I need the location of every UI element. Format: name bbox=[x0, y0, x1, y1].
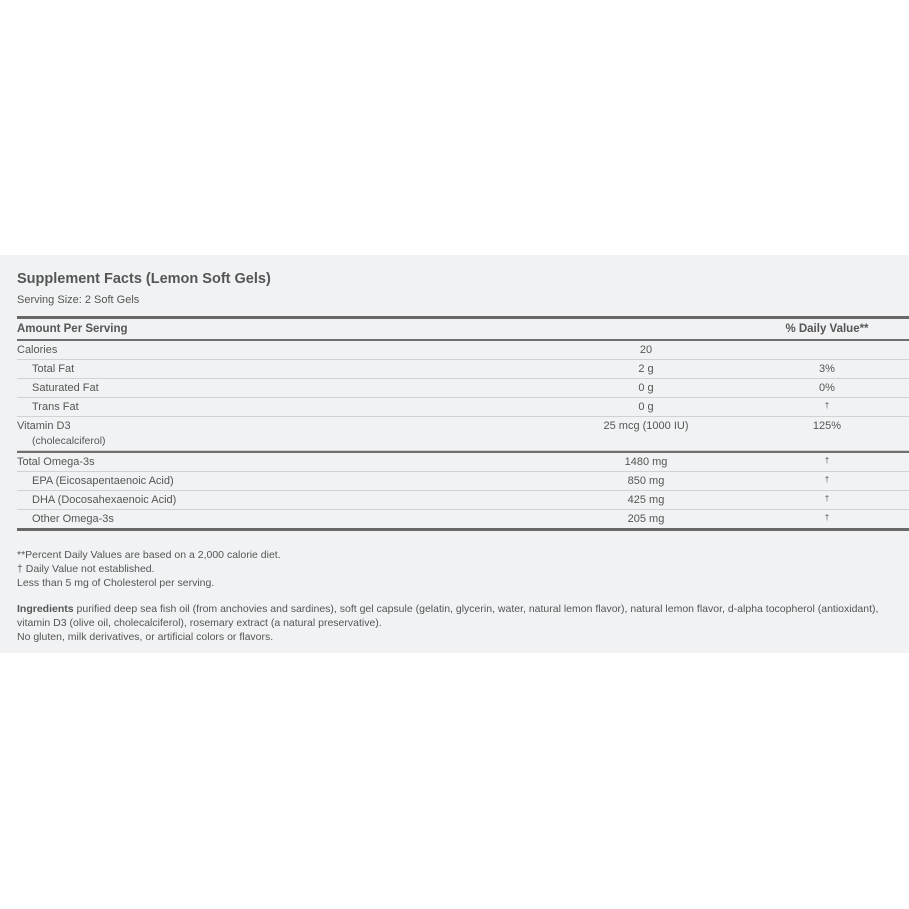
footnotes bbox=[17, 548, 281, 590]
ingredients-text bbox=[17, 602, 892, 630]
table-row-dha bbox=[17, 491, 909, 510]
row-daily-value: † bbox=[824, 513, 830, 522]
ingredients-section bbox=[17, 602, 892, 644]
header-amount-per-serving: Amount Per Serving bbox=[17, 323, 128, 335]
footnote-daily-values: **Percent Daily Values are based on a 2,000 calorie diet. bbox=[17, 549, 281, 561]
row-amount: 0 g bbox=[638, 382, 654, 394]
serving-size: Serving Size: 2 Soft Gels bbox=[17, 294, 140, 306]
row-daily-value: 125% bbox=[812, 420, 842, 432]
table-row-epa bbox=[17, 472, 909, 491]
row-label: Vitamin D3 bbox=[17, 420, 71, 432]
ingredients-label: Ingredients bbox=[17, 603, 74, 615]
table-bottom-rule bbox=[17, 528, 909, 531]
page-title: Supplement Facts (Lemon Soft Gels) bbox=[17, 271, 271, 287]
table-row-total-omega3 bbox=[17, 453, 909, 472]
row-label: Trans Fat bbox=[32, 401, 79, 413]
table-row-calories bbox=[17, 341, 909, 360]
row-amount: 205 mg bbox=[627, 513, 665, 525]
table-row-other-omega3 bbox=[17, 510, 909, 528]
table-row-vitamin-d3 bbox=[17, 417, 909, 451]
row-amount: 850 mg bbox=[627, 475, 665, 487]
ingredients-note: No gluten, milk derivatives, or artificial colors or flavors. bbox=[17, 631, 274, 643]
row-label: Saturated Fat bbox=[32, 382, 99, 394]
row-amount: 25 mcg (1000 IU) bbox=[603, 420, 689, 432]
row-daily-value: † bbox=[824, 494, 830, 503]
row-daily-value: † bbox=[824, 456, 830, 465]
row-amount: 2 g bbox=[638, 363, 654, 375]
row-label: Calories bbox=[17, 344, 58, 356]
table-row-total-fat bbox=[17, 360, 909, 379]
row-daily-value: 3% bbox=[819, 363, 835, 375]
row-amount: 20 bbox=[639, 344, 653, 356]
row-daily-value: † bbox=[824, 401, 830, 410]
row-label: Total Fat bbox=[32, 363, 75, 375]
row-amount: 1480 mg bbox=[624, 456, 668, 468]
row-amount: 0 g bbox=[638, 401, 654, 413]
supplement-facts-panel bbox=[0, 255, 909, 653]
row-sublabel: (cholecalciferol) bbox=[32, 435, 106, 447]
row-label: EPA (Eicosapentaenoic Acid) bbox=[32, 475, 174, 487]
row-amount: 425 mg bbox=[627, 494, 665, 506]
row-label: DHA (Docosahexaenoic Acid) bbox=[32, 494, 177, 506]
row-label: Other Omega-3s bbox=[32, 513, 114, 525]
footnote-cholesterol: Less than 5 mg of Cholesterol per serving. bbox=[17, 577, 215, 589]
facts-table bbox=[17, 316, 909, 531]
ingredients-list: purified deep sea fish oil (from anchovies and sardines), soft gel capsule (gelatin, glycerin, water, natural lemon flavor), natural lemon flavor, d-alpha tocopherol (antioxidant), vitamin D3 (olive oil, cholecalciferol), rosemary extract (a natural preservative). bbox=[17, 603, 879, 629]
row-daily-value: 0% bbox=[819, 382, 835, 394]
row-daily-value: † bbox=[824, 475, 830, 484]
row-label: Total Omega-3s bbox=[17, 456, 95, 468]
footnote-dagger: † Daily Value not established. bbox=[17, 563, 155, 575]
table-header bbox=[17, 319, 909, 339]
header-daily-value: % Daily Value** bbox=[785, 323, 869, 335]
table-row-saturated-fat bbox=[17, 379, 909, 398]
table-row-trans-fat bbox=[17, 398, 909, 417]
